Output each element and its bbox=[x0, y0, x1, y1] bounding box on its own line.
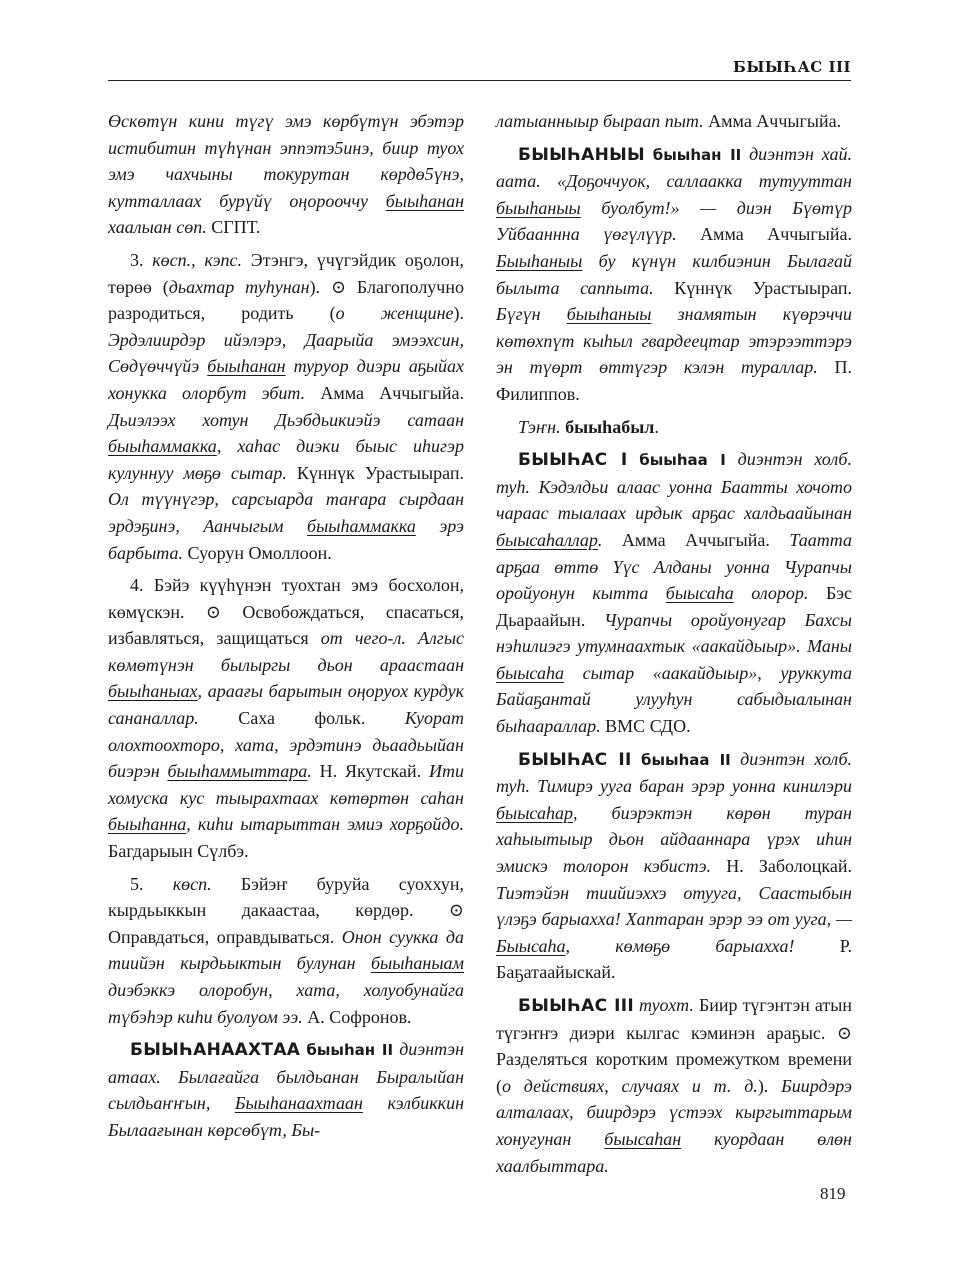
left-paragraph-2: 3. көсп., кэпс. Этэнгэ, үчүгэйдик оҕолон, төрөө (дьахтар туһунан). ⊙ Благополучно разродиться, родить (о женщине). Эрдэлиирдэр ийэлэрэ, Даарыйа эмээхсин, Сөдүөччүйэ быыһанан туруор диэри аҕыйах хонукка олорбут эбит. Амма Аччыгыйа. Дьиэлээх хотун Дьэбдьикиэйэ сатаан быыһаммакка, хаһас диэки быыс иһигэр кулуннуу мөҕө сытар. Күннүк Урастыырап. Ол түүнүгэр, сарсыарда таҥара сырдаан эрдэҕинэ, Аанчыгым быыһаммакка эрэ барбыта. Суорун Омоллоон. bbox=[108, 249, 464, 563]
right-entry-bylhas-3: БЫЫҺАС III туохт. Биир түгэнтэн атын түгэҥҥэ диэри кылгас кэминэн араҕыс. ⊙ Разделяться коротким промежутком времени (о действиях, случаях и т. д.). Биирдэрэ алталаах, биирдэрэ үстээх кыргыттарым хонугунан быысаһан куордаан өлөн хаалбыттара. bbox=[496, 995, 852, 1176]
right-column bbox=[496, 108, 852, 1185]
left-entry-bylhanaakhtaa: БЫЫҺАНААХТАА быыһан II диэнтэн атаах. Былағайга былдьанан Быралыйан сылдьаҥҥын, Быыһанаахтаан кэлбиккин Былаағынан көрсөбүт, Бы- bbox=[108, 1039, 465, 1140]
right-see-also: Тэҥн. быыһабыл. bbox=[518, 416, 659, 437]
left-paragraph-1: Өскөтүн кини түгү эмэ көрбүтүн эбэтэр истибитин түһүнан эппэтэ5инэ, биир туох эмэ чахчыны токурутан көрдө5үнэ, кутталлаах бурүйү оңорооччу быыһанан хаалыан сөп. СГПТ. bbox=[108, 111, 464, 238]
running-head: БЫЫҺАС III bbox=[733, 58, 851, 76]
right-entry-bylhas-2: БЫЫҺАС II быыһаа II диэнтэн холб. туһ. Тимирэ ууга баран эрэр уонна кинилэри быысаһар, биэрэктэн көрөн туран хаһыытыыр дьон айдааннара үрэх иһин эмискэ толорон кэбистэ. Н. Заболоцкай. Тиэтэйэн тиийиэххэ отууга, Саастыбын үлэҕэ барыаххa! Хаптаран эрэр ээ от ууга, — Быысаһа, көмөҕө барыаххa! Р. Баҕатаайыскай. bbox=[496, 748, 853, 983]
header-rule bbox=[108, 80, 851, 81]
right-paragraph-1: латыанныыр быраап пыт. Амма Аччыгыйа. bbox=[496, 111, 842, 131]
left-column bbox=[108, 108, 464, 1150]
left-paragraph-3: 4. Бэйэ күүһүнэн туохтан эмэ босхолон, көмүскэн. ⊙ Освобождаться, спасаться, избавляться, защищаться от чего-л. Алгыс көмөтүнэн былыргы дьон араастаан быыһаныах, араағы барытын оңоруох курдук сананаллар. Саха фольк. Куорат олохтоохторо, хата, эрдэтинэ дьаадьыйан биэрэн быыһаммыттара. Н. Якутскай. Ити хомуска кус тыырахтаах көтөртөн саһан быыһанна, киһи ытарыттан эмиэ хорҕойдо. Багдарыын Сүлбэ. bbox=[108, 575, 464, 862]
page-number: 819 bbox=[820, 1184, 846, 1203]
left-paragraph-4: 5. көсп. Бэйэҥ буруйа суоххун, кырдьыккын дакаастаа, көрдөр. ⊙ Оправдаться, оправдываться. Онон суукка да тиийэн кырдьыктын булунан быыһаныам диэбэккэ олоробун, хата, холуобунайга түбэһэр киһи буолуом ээ. А. Софронов. bbox=[108, 873, 465, 1027]
right-entry-bylhas-1: БЫЫҺАС I быыһаа I диэнтэн холб. туһ. Кэдэлдьи алаас уонна Баатты хочото чараас тыалаах ирдык арҕас халдьаайынан быысаһаллар. Амма Аччыгыйа. Таатта арҕаа өттө Үүс Алданы уонна Чурапчы оройуонун кытта быысаһа олорор. Бэс Дьараайын. Чурапчы оройуонугар Бахсы нэһилиэгэ утумнаахтык «аакайдыыр». Маны быысаһа сытар «аакайдыыр», уруккута Байаҕантай улууһун сабыдыалынан быһаараллар. ВМС СДО. bbox=[496, 449, 852, 737]
right-entry-bylhanyy: БЫЫҺАНЫЫ быыһан II диэнтэн хай. аата. «Доҕоччуок, саллаакка тутууттан быыһаныы буолбут!» — диэн Бүөтүр Уйбааннна үөгүлүүр. Амма Аччыгыйа. Быыһаныы бу күнүн килбиэнин Былағай былыта саппыта. Күннүк Урастыырап. Бүгүн быыһаныы знамятын күөрэччи көтөхпүт кыһыл гвардеецтар этэрээттэрэ эн түөрт өттүгэр кэлэн тураллар. П. Филиппов. bbox=[496, 143, 853, 404]
